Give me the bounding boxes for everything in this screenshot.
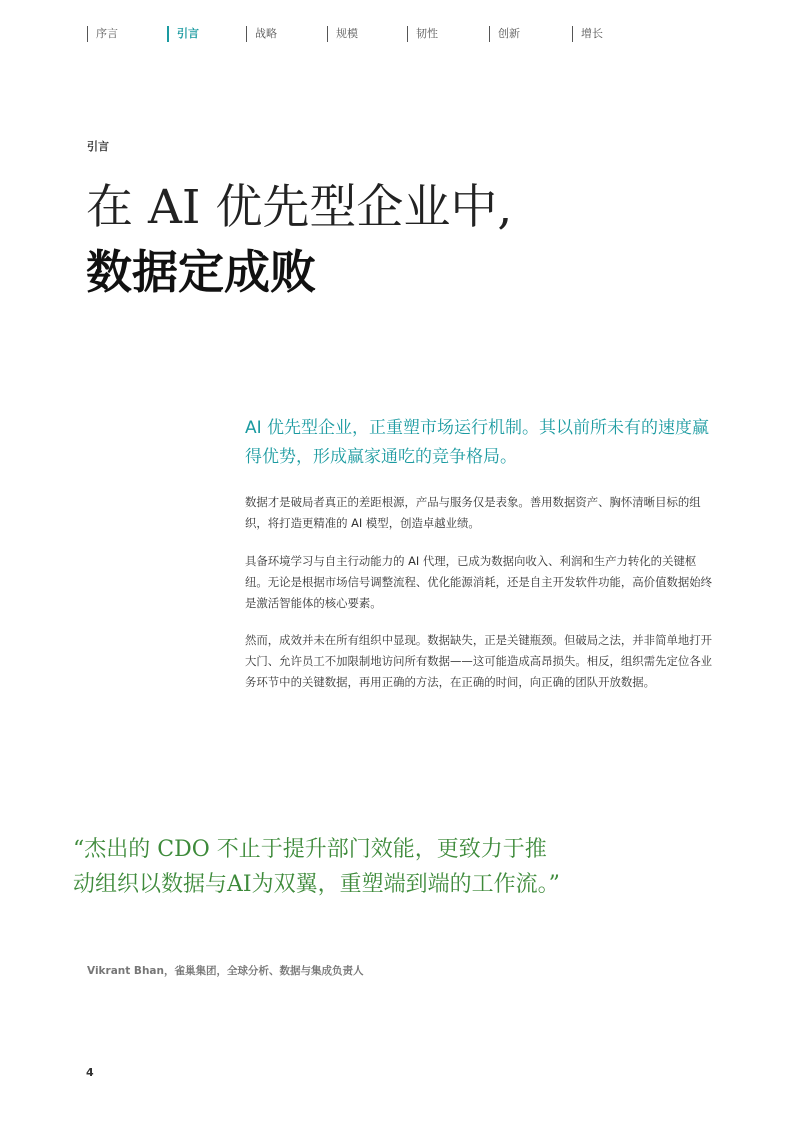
top-navigation [0,26,794,42]
nav-item-strategy[interactable]: 战略 [246,26,277,42]
nav-item-resilience[interactable]: 韧性 [407,26,438,42]
nav-item-scale[interactable]: 规模 [327,26,358,42]
page-title-line1: 在 AI 优先型企业中, [86,180,513,235]
quote-attribution: Vikrant Bhan，雀巢集团，全球分析、数据与集成负责人 [87,965,364,977]
body-paragraph-1: 数据才是破局者真正的差距根源，产品与服务仅是表象。善用数据资产、胸怀清晰目标的组织，将打造更精准的 AI 模型，创造卓越业绩。 [245,495,701,530]
nav-item-introduction[interactable]: 引言 [167,26,199,42]
page-title-line2: 数据定成败 [86,245,316,299]
nav-item-innovation[interactable]: 创新 [489,26,520,42]
pull-quote: “杰出的 CDO 不止于提升部门效能，更致力于推动组织以数据与AI为双翼，重塑端到端的工作流。” [73,837,560,897]
body-paragraph-3: 然而，成效并未在所有组织中显现。数据缺失，正是关键瓶颈。但破局之法，并非简单地打开大门、允许员工不加限制地访问所有数据——这可能造成高昂损失。相反，组织需先定位各业务环节中的关键数据，再用正确的方法，在正确的时间，向正确的团队开放数据。 [245,633,713,689]
lead-paragraph: AI 优先型企业，正重塑市场运行机制。其以前所未有的速度赢得优势，形成赢家通吃的竞争格局。 [245,418,710,467]
section-label: 引言 [87,140,109,153]
nav-item-growth[interactable]: 增长 [572,26,603,42]
page-number: 4 [86,1066,94,1079]
body-paragraph-2: 具备环境学习与自主行动能力的 AI 代理，已成为数据向收入、利润和生产力转化的关键枢纽。无论是根据市场信号调整流程、优化能源消耗，还是自主开发软件功能，高价值数据始终是激活智能体的核心要素。 [245,554,713,610]
nav-item-preface[interactable]: 序言 [87,26,118,42]
